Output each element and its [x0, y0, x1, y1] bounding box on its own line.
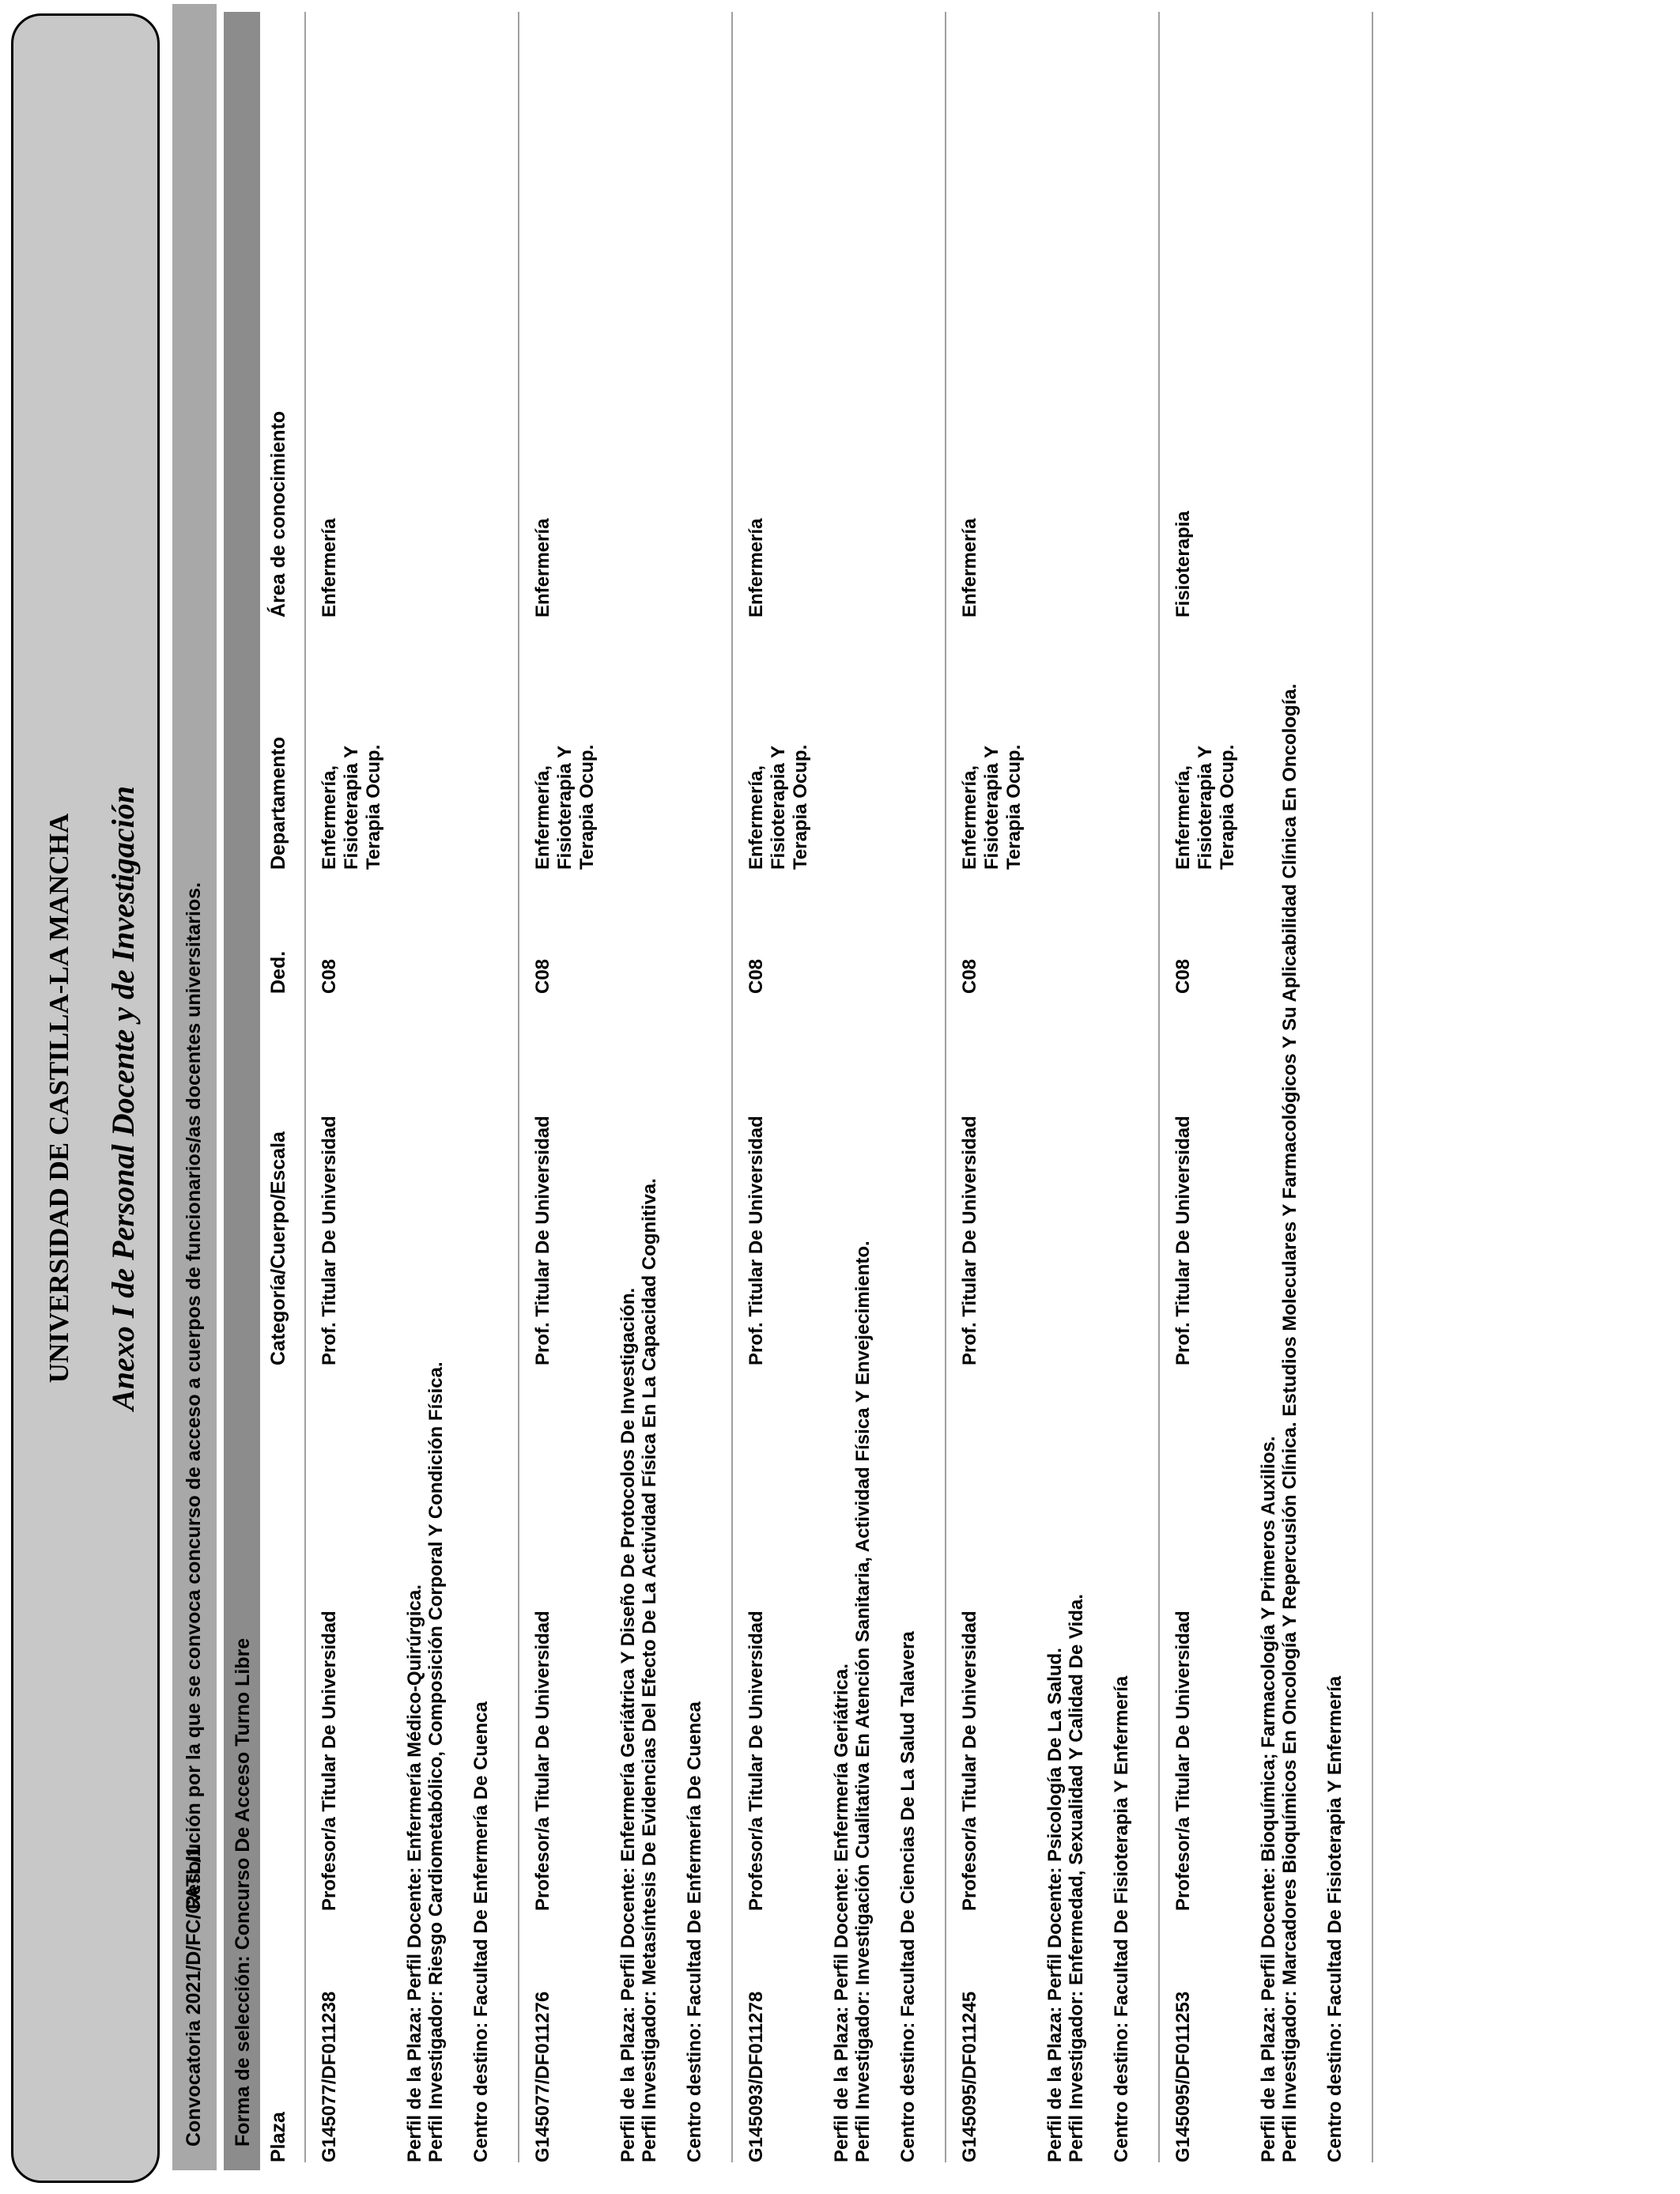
entry-perfil-investigador: Perfil Investigador: Investigación Cualitativa En Atención Sanitaria, Actividad Física Y Envejecimiento. [852, 1240, 874, 2162]
entry-perfil-docente: Perfil de la Plaza: Perfil Docente: Enfermería Médico-Quirúrgica. [404, 1584, 425, 2162]
entry-plaza: G145093/DF011278 [746, 1991, 767, 2162]
entry-plaza: G145095/DF011253 [1172, 1991, 1194, 2162]
header-box [11, 13, 160, 2183]
column-header-categoria: Categoría/Cuerpo/Escala [267, 1131, 289, 1365]
column-header-departamento: Departamento [267, 736, 289, 870]
entry-centro: Centro destino: Facultad De Fisioterapia Y Enfermería [1324, 1675, 1346, 2162]
entry-perfil-docente: Perfil de la Plaza: Perfil Docente: Psicología De La Salud. [1044, 1648, 1066, 2162]
row-divider [731, 12, 733, 2162]
entry-ded: C08 [746, 958, 767, 994]
entry-centro: Centro destino: Facultad De Ciencias De La Salud Talavera [897, 1631, 919, 2162]
entry-area: Enfermería [746, 518, 767, 617]
entry-area: Enfermería [532, 518, 553, 617]
resolucion-text: Resolución por la que se convoca concurso de acceso a cuerpos de funcionarios/as docentes universitarios. [183, 882, 205, 1909]
entry-ded: C08 [1172, 958, 1194, 994]
entry-ded: C08 [532, 958, 553, 994]
entry-categoria: Prof. Titular De Universidad [746, 1116, 767, 1365]
entry-centro: Centro destino: Facultad De Enfermería De Cuenca [470, 1701, 492, 2162]
entry-perfil-investigador: Perfil Investigador: Marcadores Bioquímicos En Oncología Y Repercusión Clínica. Estudios Moleculares Y Farmacológicos Y Su Aplicabilidad Clínica En Oncología. [1279, 683, 1301, 2162]
convocatoria-code: Convocatoria 2021/D/FC/CATL/1 [183, 1845, 205, 2147]
entry-centro: Centro destino: Facultad De Fisioterapia Y Enfermería [1111, 1675, 1132, 2162]
entry-perfil-docente: Perfil de la Plaza: Perfil Docente: Enfermería Geriátrica Y Diseño De Protocolos De Investigación. [617, 1287, 639, 2162]
entry-puesto: Profesor/a Titular De Universidad [319, 1611, 340, 1911]
forma-seleccion-text: Forma de selección: Concurso De Acceso Turno Libre [232, 1637, 254, 2147]
entry-departamento: Enfermería, Fisioterapia Y Terapia Ocup. [319, 744, 384, 870]
entry-departamento: Enfermería, Fisioterapia Y Terapia Ocup. [959, 744, 1025, 870]
entry-perfil-investigador: Perfil Investigador: Enfermedad, Sexualidad Y Calidad De Vida. [1066, 1594, 1087, 2162]
entry-area: Enfermería [319, 518, 340, 617]
entry-plaza: G145077/DF011276 [532, 1991, 553, 2162]
entry-categoria: Prof. Titular De Universidad [959, 1116, 980, 1365]
entry-ded: C08 [959, 958, 980, 994]
entry-departamento: Enfermería, Fisioterapia Y Terapia Ocup. [532, 744, 598, 870]
entry-perfil-docente: Perfil de la Plaza: Perfil Docente: Bioquímica; Farmacología Y Primeros Auxilios. [1258, 1436, 1279, 2162]
entry-departamento: Enfermería, Fisioterapia Y Terapia Ocup. [1172, 744, 1238, 870]
entry-plaza: G145095/DF011245 [959, 1991, 980, 2162]
entry-plaza: G145077/DF011238 [319, 1991, 340, 2162]
entry-perfil-investigador: Perfil Investigador: Riesgo Cardiometabólico, Composición Corporal Y Condición Física. [425, 1361, 447, 2162]
entry-puesto: Profesor/a Titular De Universidad [959, 1611, 980, 1911]
row-divider [518, 12, 519, 2162]
entry-centro: Centro destino: Facultad De Enfermería De Cuenca [684, 1701, 705, 2162]
column-header-ded: Ded. [267, 950, 289, 994]
row-divider [1158, 12, 1160, 2162]
entry-perfil-docente: Perfil de la Plaza: Perfil Docente: Enfermería Geriátrica. [831, 1663, 852, 2162]
entry-puesto: Profesor/a Titular De Universidad [1172, 1611, 1194, 1911]
entry-puesto: Profesor/a Titular De Universidad [746, 1611, 767, 1911]
entry-categoria: Prof. Titular De Universidad [1172, 1116, 1194, 1365]
entry-categoria: Prof. Titular De Universidad [319, 1116, 340, 1365]
column-header-area: Área de conocimiento [267, 410, 289, 617]
column-header-plaza: Plaza [267, 2112, 289, 2162]
convocatoria-band [172, 4, 217, 2170]
entry-area: Fisioterapia [1172, 511, 1194, 617]
entry-ded: C08 [319, 958, 340, 994]
row-divider [1372, 12, 1373, 2162]
entry-categoria: Prof. Titular De Universidad [532, 1116, 553, 1365]
entry-perfil-investigador: Perfil Investigador: Metasíntesis De Evidencias Del Efecto De La Actividad Física En La Capacidad Cognitiva. [639, 1178, 660, 2162]
university-title: UNIVERSIDAD DE CASTILLA-LA MANCHA [43, 813, 74, 1384]
entry-departamento: Enfermería, Fisioterapia Y Terapia Ocup. [746, 744, 811, 870]
annex-title: Anexo I de Personal Docente y de Investigación [105, 786, 141, 1410]
entry-area: Enfermería [959, 518, 980, 617]
forma-seleccion-band [224, 12, 260, 2170]
entry-puesto: Profesor/a Titular De Universidad [532, 1611, 553, 1911]
row-divider [945, 12, 946, 2162]
row-divider [304, 12, 306, 2162]
